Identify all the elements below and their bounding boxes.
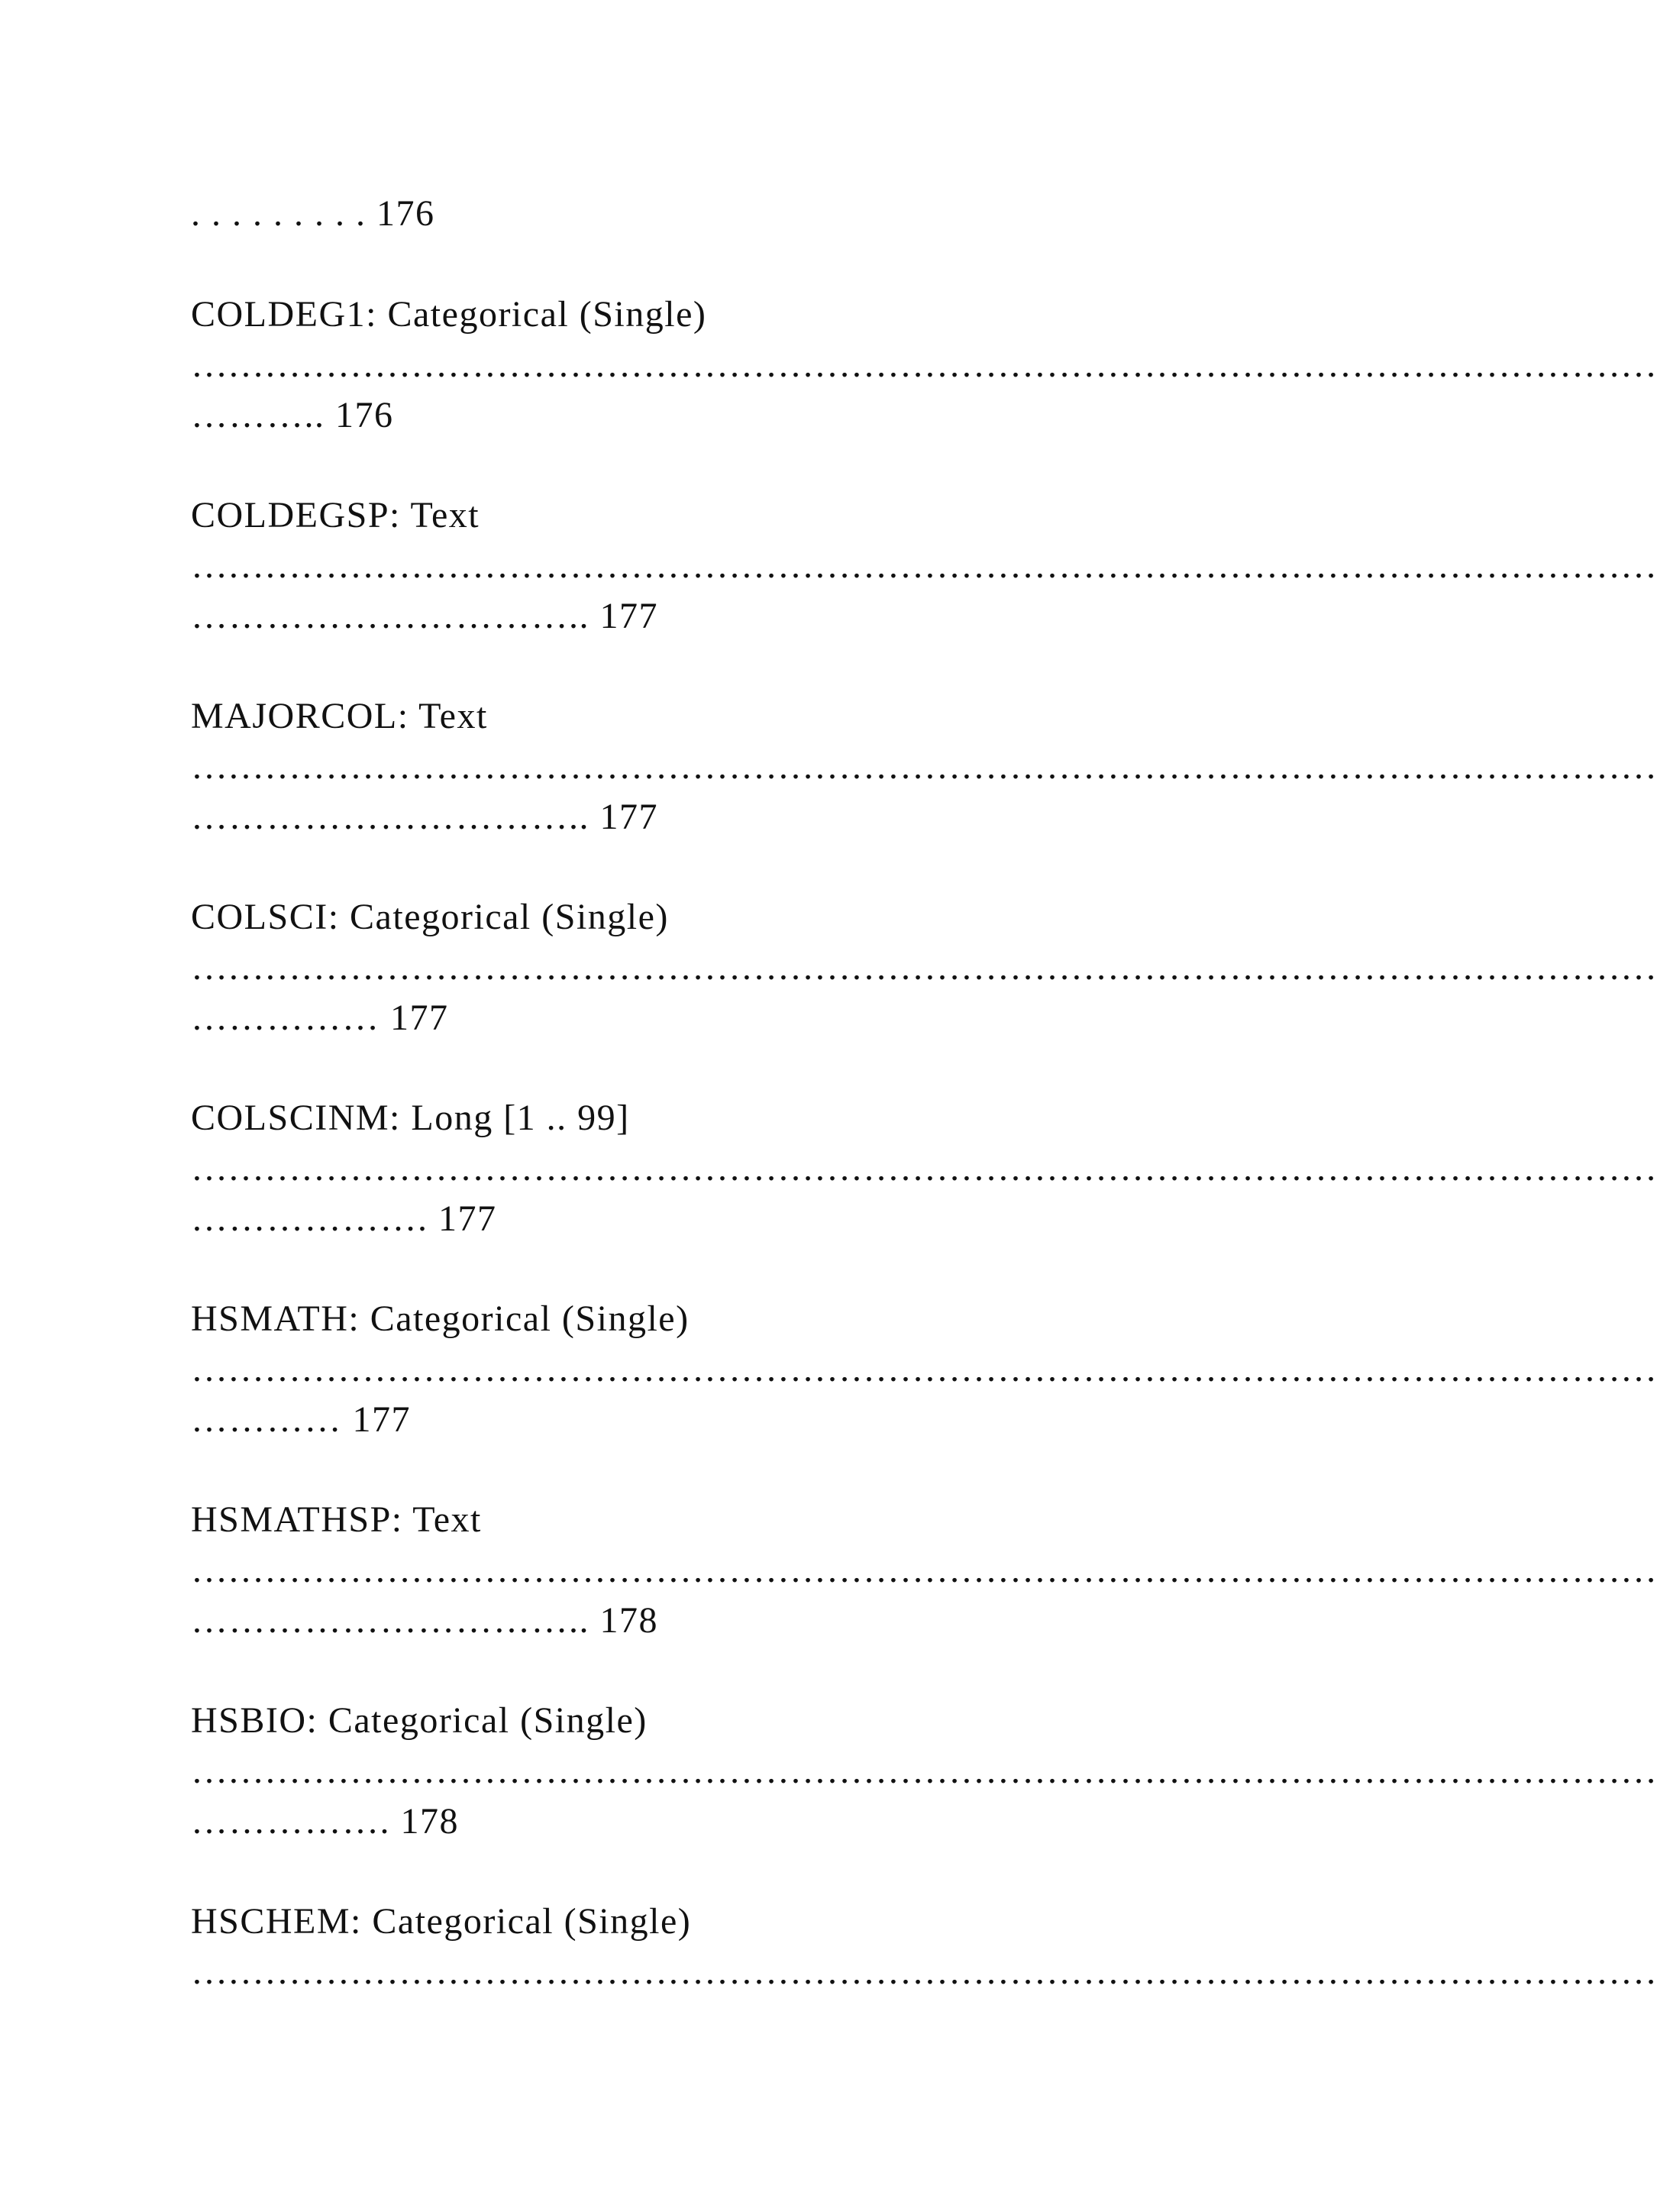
toc-leader-dots: …………………………………………………………………………………………………………	[191, 1148, 1657, 1188]
toc-entry-title: HSMATHSP: Text	[191, 1499, 482, 1540]
toc-leader-dots: …………………………………………………………………………………………………………	[191, 1952, 1657, 1992]
toc-entry-title: COLSCINM: Long [1 .. 99]	[191, 1098, 630, 1138]
toc-entry-page: ………………………….. 177	[191, 596, 658, 636]
toc-entry-page: …………… 177	[191, 998, 449, 1038]
toc-entry-title: COLSCI: Categorical (Single)	[191, 897, 669, 937]
toc-entry-page: ………… 177	[191, 1399, 411, 1440]
toc-entry-page: ………………. 177	[191, 1198, 497, 1239]
toc-entry-page: ……….. 176	[191, 395, 394, 435]
toc-lead-line: . . . . . . . . . 176	[191, 193, 435, 234]
toc-entry-page: ………………………….. 177	[191, 797, 658, 837]
toc-entry-title: MAJORCOL: Text	[191, 696, 488, 736]
toc-entry-page: ………………………….. 178	[191, 1600, 658, 1641]
toc-entry-title: HSCHEM: Categorical (Single)	[191, 1901, 692, 1942]
toc-leader-dots: …………………………………………………………………………………………………………	[191, 1550, 1657, 1590]
toc-leader-dots: …………………………………………………………………………………………………………	[191, 746, 1657, 787]
toc-leader-dots: …………………………………………………………………………………………………………	[191, 1349, 1657, 1389]
toc-entry-page: ……………. 178	[191, 1801, 459, 1842]
toc-leader-dots: …………………………………………………………………………………………………………	[191, 1751, 1657, 1791]
toc-leader-dots: …………………………………………………………………………………………………………	[191, 344, 1657, 385]
toc-leader-dots: …………………………………………………………………………………………………………	[191, 545, 1657, 586]
toc-leader-dots: …………………………………………………………………………………………………………	[191, 947, 1657, 988]
toc-entry-title: COLDEGSP: Text	[191, 495, 480, 535]
toc-entry-title: HSMATH: Categorical (Single)	[191, 1298, 690, 1339]
toc-entry-title: HSBIO: Categorical (Single)	[191, 1700, 648, 1741]
toc-entry-title: COLDEG1: Categorical (Single)	[191, 294, 707, 335]
